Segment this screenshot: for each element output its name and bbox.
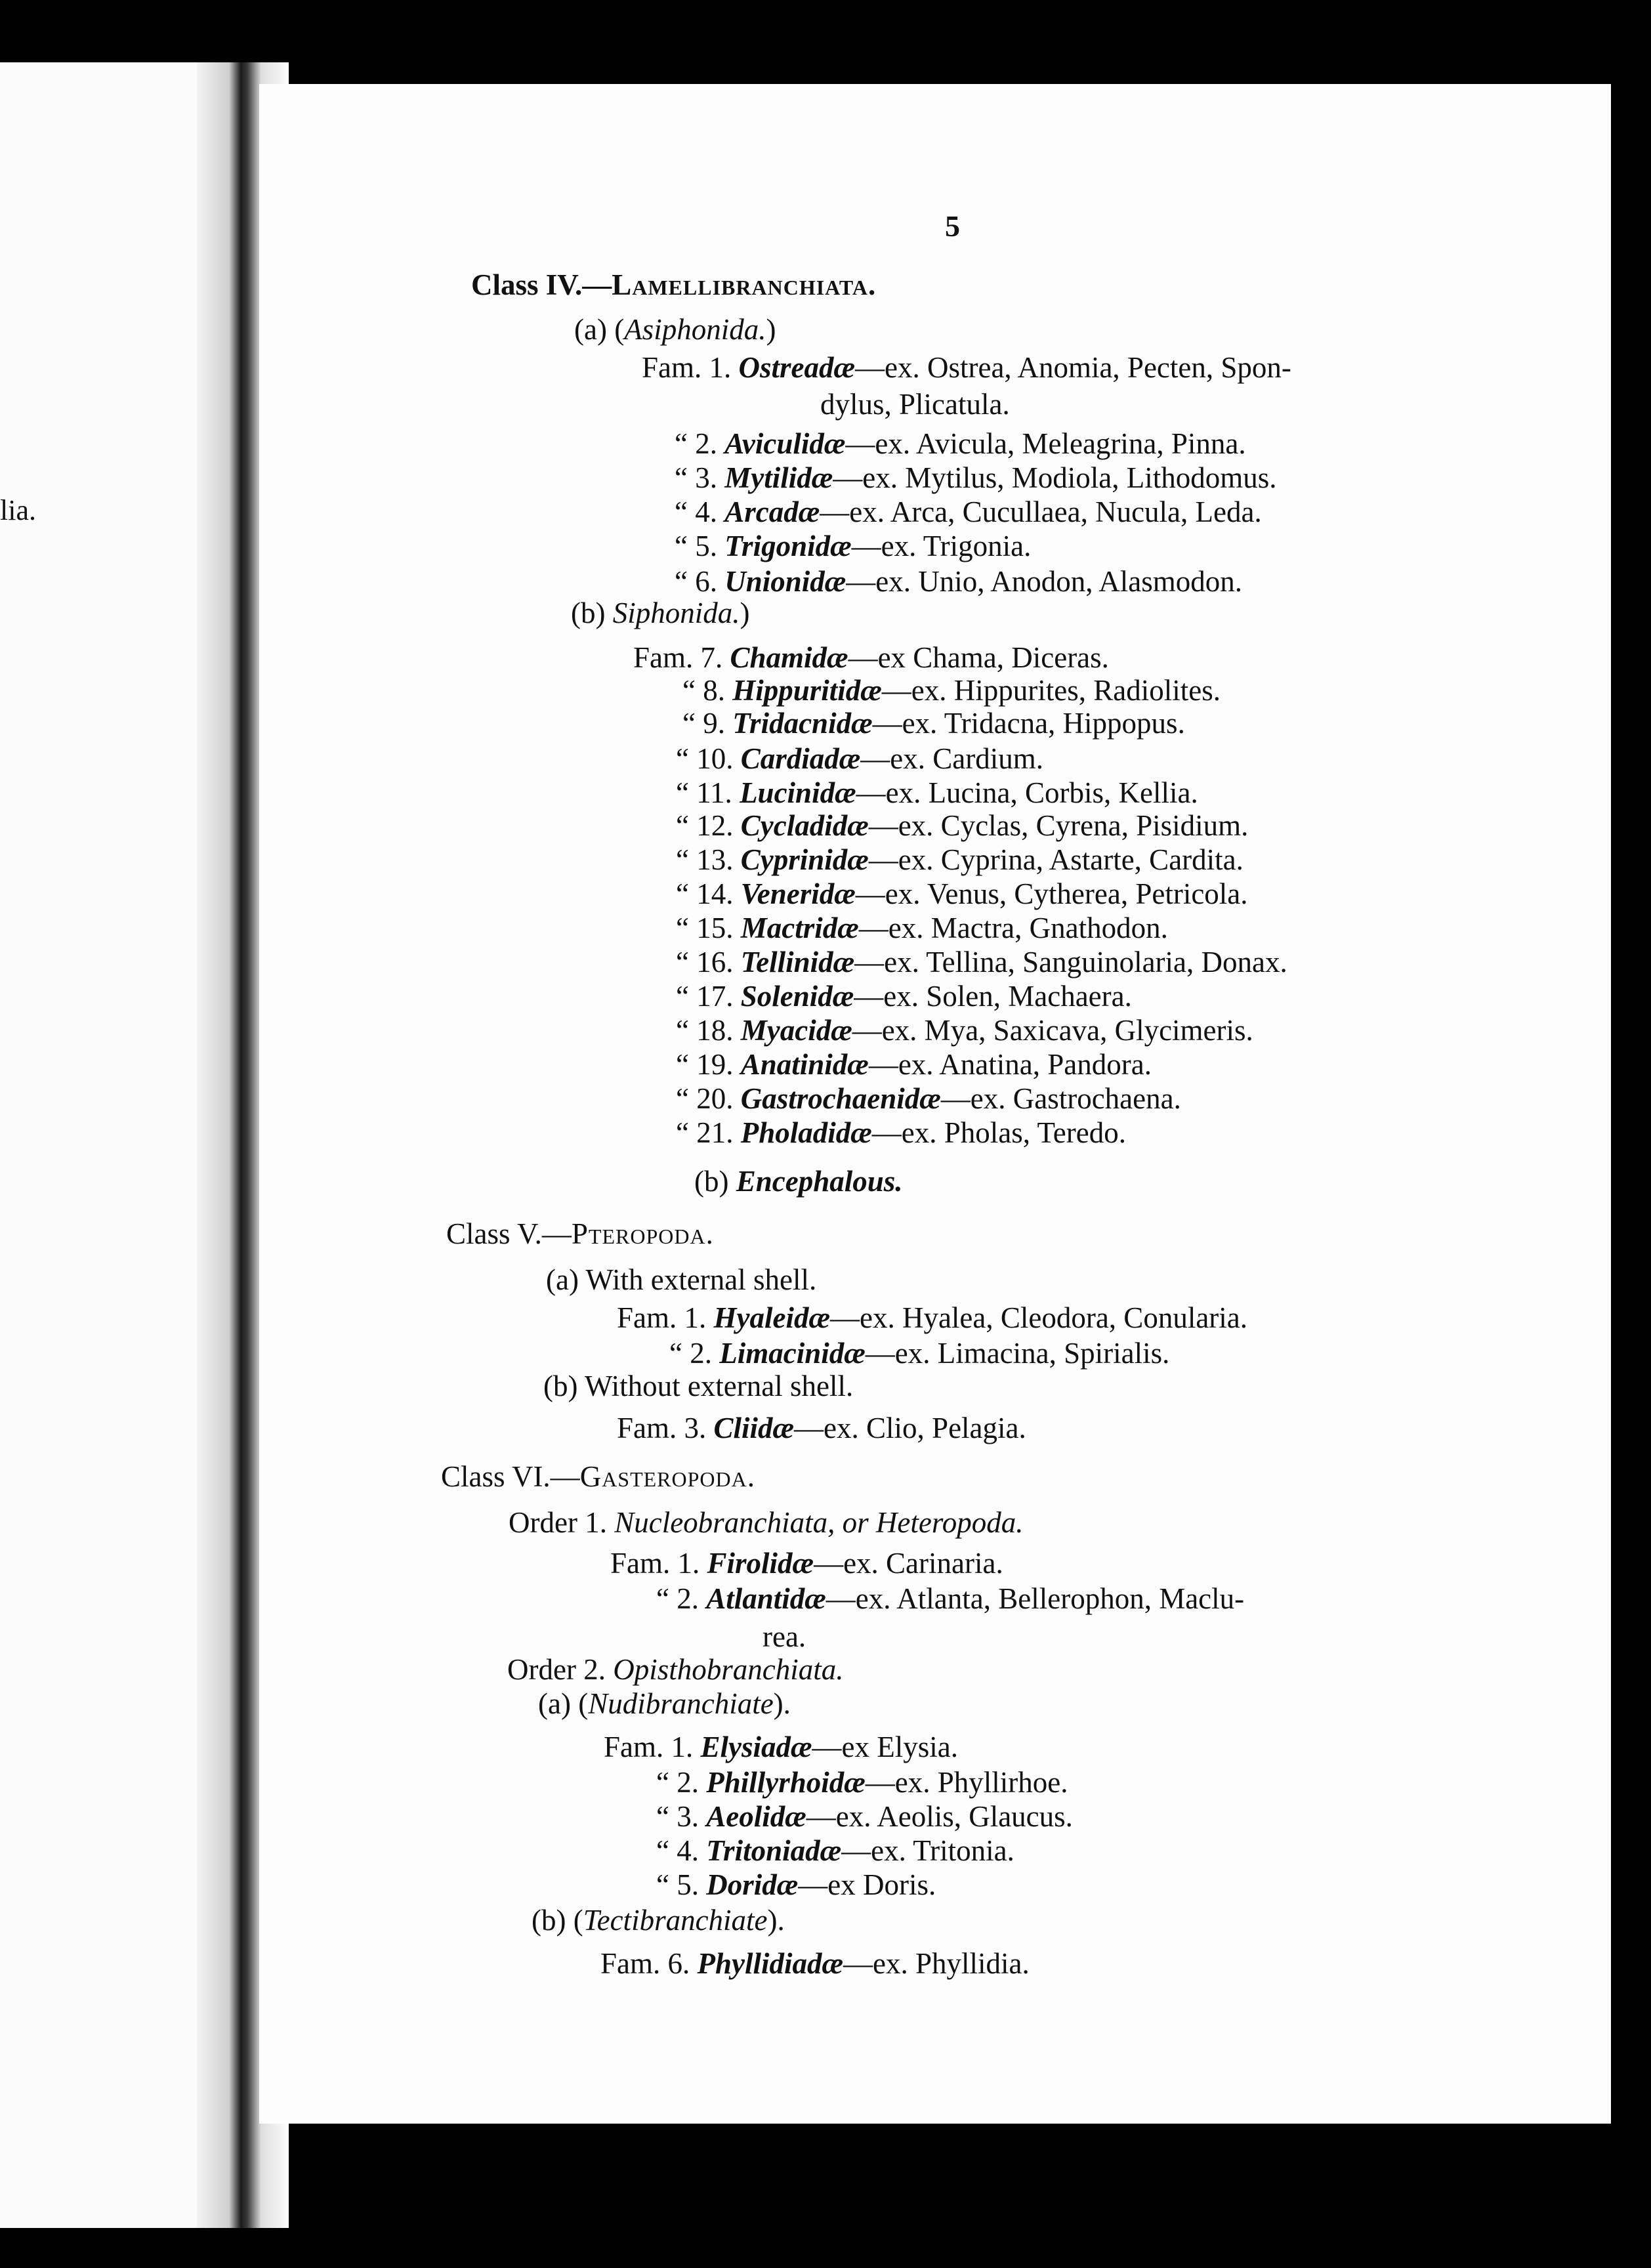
text-segment: Fam. 7. [633, 641, 730, 674]
text-segment: —ex. Cyclas, Cyrena, Pisidium. [868, 809, 1249, 842]
text-segment: ) [766, 313, 776, 346]
text-segment: Pteropoda. [571, 1217, 714, 1250]
text-segment: —ex. Venus, Cytherea, Petricola. [855, 877, 1248, 910]
text-segment: (b) [694, 1165, 736, 1198]
text-line [676, 1016, 1253, 1045]
family-name: Elysiadæ [700, 1731, 812, 1763]
text-segment: —ex. Limacina, Spirialis. [865, 1337, 1170, 1370]
text-line [676, 744, 1043, 774]
text-segment: —ex. Solen, Machaera. [854, 980, 1132, 1013]
text-line [676, 778, 1198, 808]
text-segment: —ex. Mya, Saxicava, Glycimeris. [852, 1014, 1253, 1047]
text-segment: “ 6. [675, 565, 725, 598]
family-name: Atlantidæ [706, 1582, 826, 1615]
family-name: Cycladidæ [740, 809, 869, 842]
text-line [675, 532, 1031, 561]
text-segment: “ 19. [676, 1048, 741, 1081]
text-segment: —ex. Mactra, Gnathodon. [858, 912, 1168, 944]
text-segment: “ 14. [676, 877, 741, 910]
family-name: Hyaleidæ [713, 1301, 830, 1334]
text-segment: —ex Doris. [798, 1868, 936, 1901]
family-name: Gastrochaenidæ [740, 1082, 941, 1115]
text-line [694, 1167, 903, 1196]
family-name: Aviculidæ [724, 427, 846, 460]
text-line [617, 1414, 1026, 1443]
text-line [471, 270, 876, 300]
text-line [656, 1870, 936, 1900]
text-segment: rea. [763, 1620, 806, 1653]
text-segment: —ex. Carinaria. [814, 1547, 1003, 1580]
text-segment: “ 5. [675, 530, 725, 562]
text-segment: (b) [571, 597, 613, 629]
text-segment: —ex. Mytilus, Modiola, Lithodomus. [833, 461, 1277, 494]
text-line [600, 1949, 1030, 1979]
family-name: Unionidæ [724, 565, 846, 598]
text-segment: Fam. 1. [642, 351, 739, 384]
family-name: Myacidæ [740, 1014, 852, 1047]
text-segment: “ 10. [676, 742, 741, 775]
text-segment: “ 2. [669, 1337, 720, 1370]
family-name: Veneridæ [740, 877, 856, 910]
text-segment: Opisthobranchiata. [613, 1653, 844, 1686]
text-segment: Class IV.— [471, 268, 612, 301]
text-segment: —ex. Phyllirhoe. [865, 1766, 1068, 1799]
text-line [532, 1906, 785, 1935]
text-line [676, 948, 1287, 977]
text-line [820, 390, 1010, 419]
family-name: Encephalous. [736, 1165, 903, 1198]
text-segment: Order 2. [507, 1653, 614, 1686]
text-segment: —ex. Tridacna, Hippopus. [872, 707, 1185, 740]
text-segment: Nucleobranchiata, or Heteropoda. [614, 1506, 1024, 1539]
text-line [675, 567, 1242, 597]
text-line [676, 845, 1243, 875]
text-segment: —ex. Hippurites, Radiolites. [881, 674, 1221, 707]
family-name: Pholadidæ [740, 1116, 872, 1149]
family-name: Mytilidæ [724, 461, 833, 494]
text-line [509, 1508, 1023, 1538]
text-segment: —ex. Tellina, Sanguinolaria, Donax. [854, 946, 1287, 978]
text-segment: “ 2. [656, 1766, 707, 1799]
family-name: Ostreadæ [738, 351, 856, 384]
text-segment: “ 2. [675, 427, 725, 460]
text-segment: (a) ( [538, 1687, 589, 1720]
text-segment: —ex Elysia. [812, 1731, 958, 1763]
text-segment: —ex. Unio, Anodon, Alasmodon. [846, 565, 1243, 598]
text-line [675, 463, 1277, 493]
text-segment: —ex. Clio, Pelagia. [794, 1412, 1026, 1444]
text-segment: “ 8. [682, 674, 733, 707]
text-segment: —ex. Lucina, Corbis, Kellia. [856, 776, 1198, 809]
family-name: Arcadæ [724, 495, 820, 528]
text-line [574, 315, 776, 345]
text-line [676, 811, 1248, 841]
text-line [656, 1584, 1244, 1614]
text-line [656, 1802, 1073, 1832]
family-name: Cyprinidæ [740, 843, 869, 876]
text-segment: “ 9. [682, 707, 733, 740]
family-name: Cardiadæ [740, 742, 861, 775]
text-segment: “ 12. [676, 809, 741, 842]
text-segment: —ex. Anatina, Pandora. [868, 1048, 1152, 1081]
family-name: Lucinidæ [740, 776, 856, 809]
text-segment: (b) Without external shell. [543, 1370, 854, 1402]
text-line [656, 1836, 1014, 1866]
text-line [676, 1118, 1126, 1148]
family-name: Firolidæ [707, 1547, 814, 1580]
text-line [538, 1689, 791, 1719]
family-name: Tritoniadæ [706, 1834, 842, 1867]
family-name: Phyllidiadæ [697, 1947, 844, 1980]
family-name: Solenidæ [740, 980, 854, 1013]
left-page-fragment: lia. [0, 494, 36, 526]
text-segment: “ 13. [676, 843, 741, 876]
text-segment: ). [767, 1904, 785, 1937]
text-segment: (b) ( [532, 1904, 583, 1937]
text-line [642, 353, 1291, 383]
text-segment: (a) With external shell. [546, 1263, 817, 1296]
text-segment: Fam. 3. [617, 1412, 714, 1444]
text-segment: Fam. 6. [600, 1947, 698, 1980]
text-segment: “ 15. [676, 912, 741, 944]
text-segment: —ex. Gastrochaena. [940, 1082, 1181, 1115]
text-segment: —ex. Atlanta, Bellerophon, Maclu- [826, 1582, 1245, 1615]
text-segment: Nudibranchiate [588, 1687, 774, 1720]
text-segment: “ 5. [656, 1868, 707, 1901]
text-segment: Order 1. [509, 1506, 615, 1539]
text-segment: Gasteropoda. [579, 1460, 756, 1493]
text-segment: Fam. 1. [604, 1731, 701, 1763]
text-segment: —ex. Phyllidia. [843, 1947, 1030, 1980]
text-segment: Lamellibranchiata. [612, 268, 877, 301]
text-line [656, 1768, 1068, 1797]
text-line [441, 1462, 755, 1492]
text-segment: “ 16. [676, 946, 741, 978]
text-segment: “ 2. [656, 1582, 707, 1615]
family-name: Anatinidæ [740, 1048, 869, 1081]
text-segment: —ex. Cyprina, Astarte, Cardita. [868, 843, 1243, 876]
text-line [682, 709, 1185, 738]
text-segment: “ 18. [676, 1014, 741, 1047]
text-segment: Tectibranchiate [583, 1904, 768, 1937]
text-line [617, 1303, 1247, 1333]
text-segment: “ 4. [675, 495, 725, 528]
text-line [610, 1549, 1003, 1578]
text-segment: “ 21. [676, 1116, 741, 1149]
text-segment: —ex. Trigonia. [851, 530, 1032, 562]
family-name: Aeolidæ [706, 1800, 806, 1833]
text-segment: Siphonida. [612, 597, 740, 629]
family-name: Hippuritidæ [732, 674, 882, 707]
text-segment: “ 3. [675, 461, 725, 494]
text-segment: —ex. Arca, Cucullaea, Nucula, Leda. [820, 495, 1262, 528]
text-segment: —ex. Aeolis, Glaucus. [806, 1800, 1073, 1833]
text-segment: “ 11. [676, 776, 740, 809]
family-name: Phillyrhoidæ [706, 1766, 866, 1799]
text-line [675, 497, 1262, 527]
text-line [543, 1372, 853, 1401]
text-segment: “ 4. [656, 1834, 707, 1867]
text-segment: ) [740, 597, 750, 629]
family-name: Mactridæ [740, 912, 859, 944]
text-line [546, 1265, 816, 1295]
text-line [676, 1084, 1181, 1114]
text-line [676, 982, 1132, 1011]
text-segment: —ex. Tritonia. [841, 1834, 1014, 1867]
text-line [763, 1622, 806, 1652]
text-segment: dylus, Plicatula. [820, 388, 1010, 421]
text-segment: “ 3. [656, 1800, 707, 1833]
text-segment: —ex. Ostrea, Anomia, Pecten, Spon- [855, 351, 1291, 384]
text-line [446, 1219, 714, 1249]
text-line [571, 598, 750, 628]
text-line [633, 643, 1109, 673]
text-segment: Class V.— [446, 1217, 572, 1250]
text-line [682, 676, 1221, 705]
family-name: Limacinidæ [719, 1337, 866, 1370]
family-name: Doridæ [706, 1868, 799, 1901]
text-segment: —ex Chama, Diceras. [848, 641, 1109, 674]
page-number: 5 [945, 209, 960, 243]
text-segment: Class VI.— [441, 1460, 580, 1493]
family-name: Chamidæ [730, 641, 848, 674]
text-segment: (a) ( [574, 313, 625, 346]
text-segment: “ 20. [676, 1082, 741, 1115]
text-line [604, 1732, 958, 1762]
text-line [669, 1339, 1169, 1368]
text-segment: Asiphonida. [624, 313, 766, 346]
family-name: Tridacnidæ [732, 707, 873, 740]
text-segment: —ex. Hyalea, Cleodora, Conularia. [829, 1301, 1248, 1334]
text-line [676, 1050, 1152, 1080]
text-segment: “ 17. [676, 980, 741, 1013]
text-segment: —ex. Avicula, Meleagrina, Pinna. [845, 427, 1246, 460]
text-segment: Fam. 1. [610, 1547, 707, 1580]
text-line [507, 1655, 843, 1685]
text-segment: —ex. Cardium. [860, 742, 1043, 775]
family-name: Tellinidæ [740, 946, 855, 978]
family-name: Trigonidæ [724, 530, 852, 562]
family-name: Cliidæ [713, 1412, 795, 1444]
text-line [676, 914, 1168, 943]
text-segment: Fam. 1. [617, 1301, 714, 1334]
text-line [675, 429, 1246, 459]
text-line [676, 879, 1248, 909]
text-segment: —ex. Pholas, Teredo. [871, 1116, 1126, 1149]
text-segment: ). [773, 1687, 791, 1720]
